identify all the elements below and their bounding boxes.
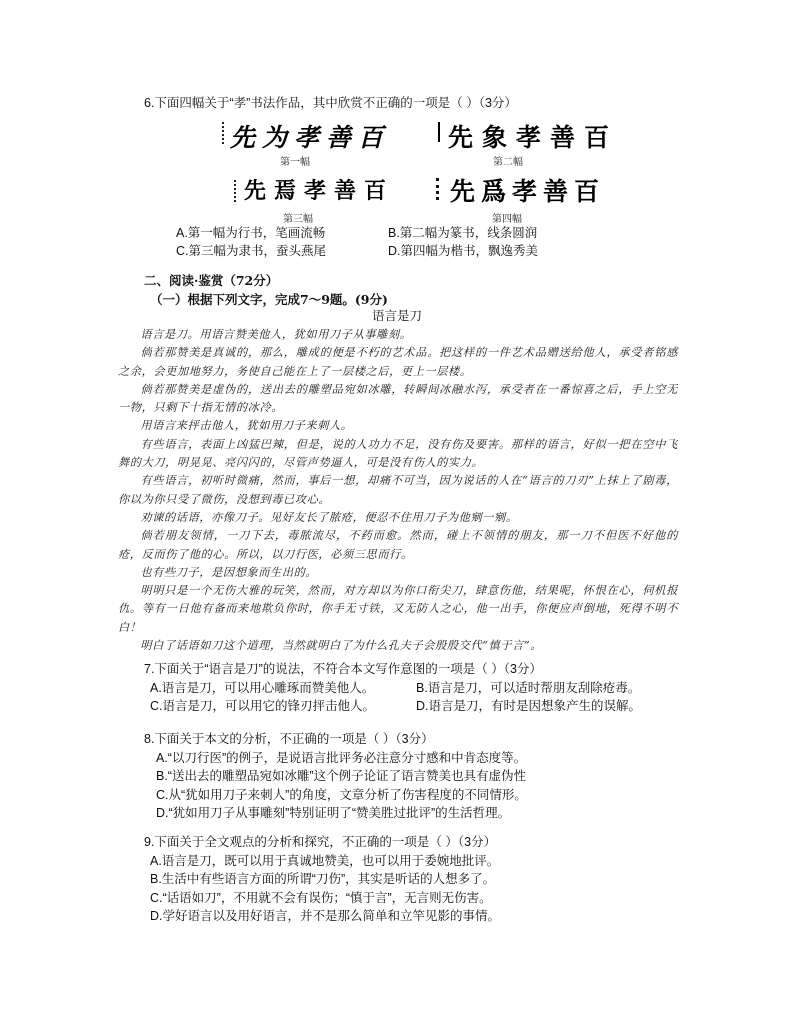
seal-mark-icon — [234, 180, 240, 202]
calligraphy-text-2: 先象孝善百 — [448, 123, 619, 152]
q7-option-d: D.语言是刀，有时是因想象产生的误解。 — [416, 699, 642, 713]
article-paragraph: 倘若朋友领情，一刀下去，毒脓流尽，不药而愈。然而，碰上不领情的朋友，那一刀不但医不好他的疮，反而伤了他的心。所以，以刀行医，必须三思而行。 — [118, 529, 678, 561]
q7-option-a: A.语言是刀，可以用心雕琢而赞美他人。 — [150, 680, 375, 695]
q8-option-a: A.“以刀行医”的例子，是说语言批评务必注意分寸感和中肯态度等。 — [156, 750, 527, 765]
q9-option-c: C.“话语如刀”，不用就不会有误伤；“慎于言”，无言则无伤害。 — [150, 890, 492, 905]
q7-option-b: B.语言是刀，可以适时帮朋友刮除疮毒。 — [416, 680, 641, 695]
q8-block — [144, 730, 527, 823]
q7-stem: 7.下面关于“语言是刀”的说法，不符合本文写作意图的一项是（ ）（3分） — [144, 662, 542, 676]
article-title: 语言是刀 — [371, 309, 422, 323]
article-paragraph: 语言是刀。用语言赞美他人，犹如用刀子从事雕刻。 — [140, 328, 412, 341]
q6-option-a: A.第一幅为行书，笔画流畅 — [176, 226, 326, 240]
q9-block — [144, 833, 500, 926]
article-paragraph: 明白了话语如刀这个道理，当然就明白了为什么孔夫子会殷殷交代“慎于言”。 — [140, 639, 543, 653]
article-paragraph: 劝谏的话语，亦像刀子。见好友长了脓疮，便忍不住用刀子为他剜一剜。 — [140, 510, 518, 524]
q8-stem: 8.下面关于本文的分析，不正确的一项是（ ）（3分） — [144, 732, 434, 746]
seal-mark-icon — [438, 122, 444, 142]
article-paragraph: 倘若那赞美是真诚的，那么，雕成的便是不朽的艺术品。把这样的一件艺术品赠送给他人，承受者铭感之余，会更加地努力，务使自己能在上了一层楼之后，更上一层楼。 — [118, 346, 678, 378]
caption-1: 第一幅 — [280, 157, 310, 168]
q7-block — [144, 660, 641, 716]
q8-option-b: B.“送出去的雕塑品宛如冰雕”这个例子论证了语言赞美也具有虚伪性 — [156, 769, 527, 783]
q6-option-d: D.第四幅为楷书，飘逸秀美 — [388, 244, 539, 258]
q9-option-a: A.语言是刀，既可以用于真诚地赞美，也可以用于委婉地批评。 — [150, 853, 500, 868]
part-heading: （一）根据下列文字，完成7～9题。(9分) — [150, 292, 388, 307]
calligraphy-text-4: 先爲孝善百 — [450, 177, 606, 206]
caption-3: 第三幅 — [283, 214, 313, 225]
q9-stem: 9.下面关于全文观点的分析和探究，不正确的一项是（ ）（3分） — [144, 835, 497, 849]
calligraphy-text-1: 先为孝善百 — [230, 123, 391, 152]
article-paragraph: 也有些刀子，是因想象而生出的。 — [140, 565, 318, 579]
q8-option-d: D.“犹如用刀子从事雕刻”特别证明了“赞美胜过批评”的生活哲理。 — [156, 806, 511, 820]
q7-option-c: C.语言是刀，可以用它的锋刃抨击他人。 — [150, 699, 376, 713]
seal-mark-icon — [436, 178, 447, 200]
article-paragraph: 倘若那赞美是虚伪的，送出去的雕塑品宛如冰雕，转瞬间冰融水泻，承受者在一番惊喜之后，手上空无一物，只剩下十指无情的冰冷。 — [118, 382, 678, 415]
calligraphy-text-3: 先焉孝善百 — [244, 178, 395, 204]
q9-option-b: B.生活中有些语言方面的所谓“刀伤”，其实是听话的人想多了。 — [150, 872, 496, 886]
q9-option-d: D.学好语言以及用好语言，并不是那么简单和立竿见影的事情。 — [150, 909, 501, 923]
q6-stem: 6.下面四幅关于“孝”书法作品，其中欣赏不正确的一项是（ ）（3分） — [144, 96, 517, 110]
caption-4: 第四幅 — [492, 214, 522, 225]
q6-option-c: C.第三幅为隶书，蚕头燕尾 — [176, 244, 327, 258]
seal-mark-icon — [222, 122, 228, 144]
article-body — [118, 326, 678, 655]
q8-option-c: C.从“犹如用刀子来刺人”的角度，文章分析了伤害程度的不同情形。 — [156, 787, 527, 802]
article-paragraph: 明明只是一个无伤大雅的玩笑，然而，对方却以为你口衔尖刀，肆意伤他，结果呢，怀恨在心，伺机报仇。等有一日他有备而来地欺负你时，你手无寸铁，又无防人之心，他一出手，你便应声倒地，死得不明不白！ — [118, 584, 678, 634]
article-paragraph: 有些语言，初听时微痛，然而，事后一想，却痛不可当，因为说话的人在“语言的刀刃”上抹上了剧毒，你以为你只受了微伤，没想到毒已攻心。 — [118, 474, 678, 506]
article-paragraph: 用语言来抨击他人，犹如用刀子来刺人。 — [140, 419, 353, 433]
q6-option-b: B.第二幅为篆书，线条圆润 — [388, 226, 538, 240]
article-paragraph: 有些语言，表面上凶猛巴辣，但是，说的人功力不足，没有伤及要害。那样的语言，好似一把在空中飞舞的大刀，明晃晃、亮闪闪的，尽管声势逼人，可是没有伤人的实力。 — [118, 437, 678, 470]
section-heading: 二、阅读·鉴赏（72分） — [144, 273, 279, 288]
caption-2: 第二幅 — [493, 157, 523, 168]
